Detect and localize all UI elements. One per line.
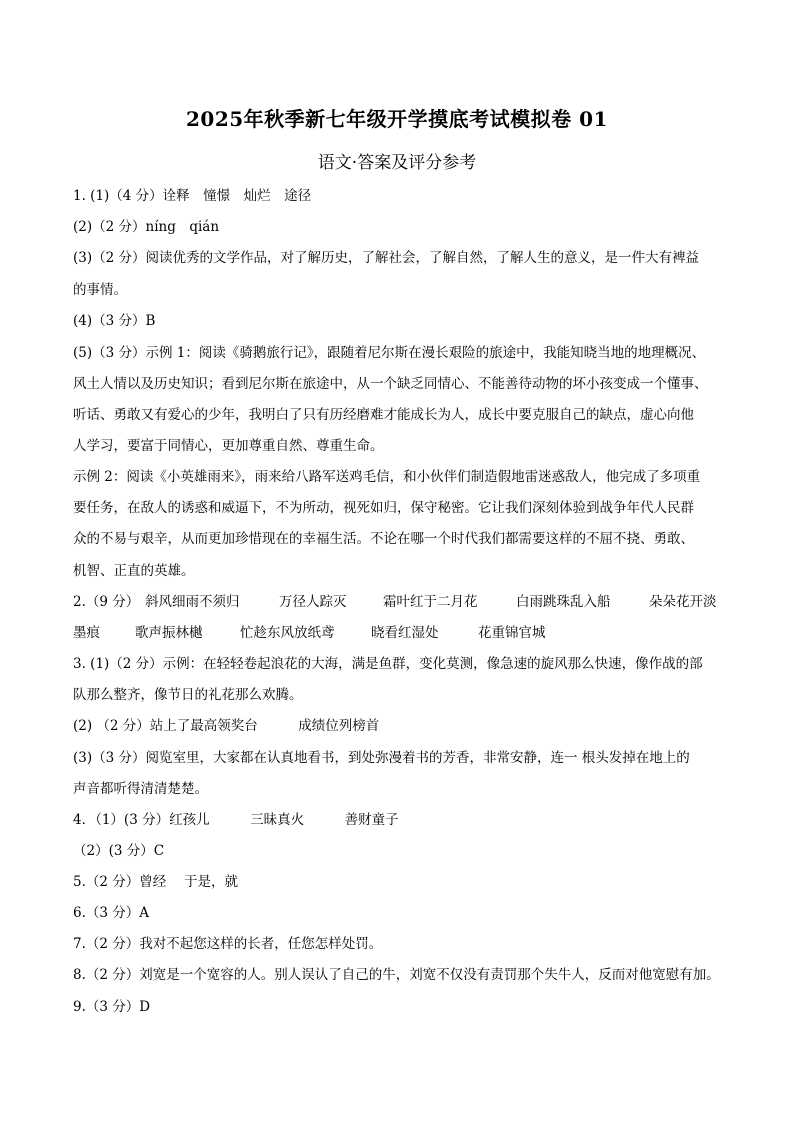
answer-line: 8.（2 分）刘宽是一个宽容的人。别人误认了自己的牛，刘宽不仅没有责罚那个失牛人，反而对他宽慰有加。 [73,967,720,983]
poem-line: 歌声振林樾 [135,625,203,641]
answer-line: (5)（3 分）示例 1：阅读《骑鹅旅行记》，跟随着尼尔斯在漫长艰险的旅途中，我能知晓当地的地理概况、 [73,345,706,361]
answer-line: 5.（2 分）曾经 于是，就 [73,874,239,890]
answer-line: 风土人情以及历史知识；看到尼尔斯在旅途中，从一个缺乏同情心、不能善待动物的坏小孩变成一个懂事、 [73,376,708,392]
answer-line: 9.（3 分）D [73,999,151,1015]
answer-line: 队那么整齐，像节日的礼花那么欢腾。 [73,687,303,703]
page-subtitle: 语文·答案及评分参考 [317,153,477,173]
page-title: 2025年秋季新七年级开学摸底考试模拟卷 01 [186,107,608,131]
answer-line: 7.（2 分）我对不起您这样的长者，任您怎样处罚。 [73,936,383,952]
answer-line: 3. (1)（2 分）示例：在轻轻卷起浪花的大海，满是鱼群，变化莫测，像急速的旋风那么快速，像作战的部 [73,656,703,672]
answer-line: (3)（2 分）阅读优秀的文学作品，对了解历史，了解社会，了解自然，了解人生的意义，是一件大有裨益 [73,250,700,266]
answer-line: 要任务，在敌人的诱惑和威逼下，不为所动，视死如归，保守秘密。它让我们深刻体验到战争年代人民群 [73,500,694,516]
poem-line: 万径人踪灭 [279,594,347,610]
answer-line: 众的不易与艰辛，从而更加珍惜现在的幸福生活。不论在哪一个时代我们都需要这样的不屈不挠、勇敢、 [73,531,694,547]
answer-line: (2)（2 分）níng qián [73,219,220,235]
answer-line: (3)（3 分）阅览室里，大家都在认真地看书，到处弥漫着书的芳香，非常安静，连一 根头发掉在地上的 [73,750,690,766]
q2-label: 2.（9 分） [73,594,140,610]
poem-line: 白雨跳珠乱入船 [516,594,611,610]
answer-line: 6.（3 分）A [73,905,150,921]
answer-line: 人学习，要富于同情心，更加尊重自然、尊重生命。 [73,438,384,454]
answer-line: (2) （2 分）站上了最高领奖台 成绩位列榜首 [73,718,380,734]
poem-line: 晓看红湿处 [371,625,439,641]
answer-line: (4)（3 分）B [73,313,156,329]
answer-line: 听话、勇敢又有爱心的少年，我明白了只有历经磨难才能成长为人，成长中要克服自己的缺点，虚心向他 [73,407,694,423]
answer-line: 4．（1）(3 分）红孩儿 三昧真火 善财童子 [73,812,399,828]
poem-line: 斜风细雨不须归 [145,594,240,610]
answer-line: （2）(3 分）C [73,843,165,859]
poem-line: 墨痕 [73,625,100,641]
answer-line: 1. (1)（4 分）诠释 憧憬 灿烂 途径 [73,188,312,204]
poem-line: 花重锦官城 [478,625,546,641]
poem-line: 朵朵花开淡 [649,594,717,610]
answer-line: 示例 2：阅读《小英雄雨来》，雨来给八路军送鸡毛信，和小伙伴们制造假地雷迷惑敌人，他完成了多项重 [73,469,701,485]
answer-line: 声音都听得清清楚楚。 [73,781,208,797]
answer-line: 机智、正直的英雄。 [73,563,195,579]
q2-row-2 [73,624,733,642]
answer-line: 的事情。 [73,282,127,298]
q2-row-1 [73,593,733,611]
poem-line: 忙趁东风放纸鸢 [240,625,335,641]
poem-line: 霜叶红于二月花 [383,594,478,610]
